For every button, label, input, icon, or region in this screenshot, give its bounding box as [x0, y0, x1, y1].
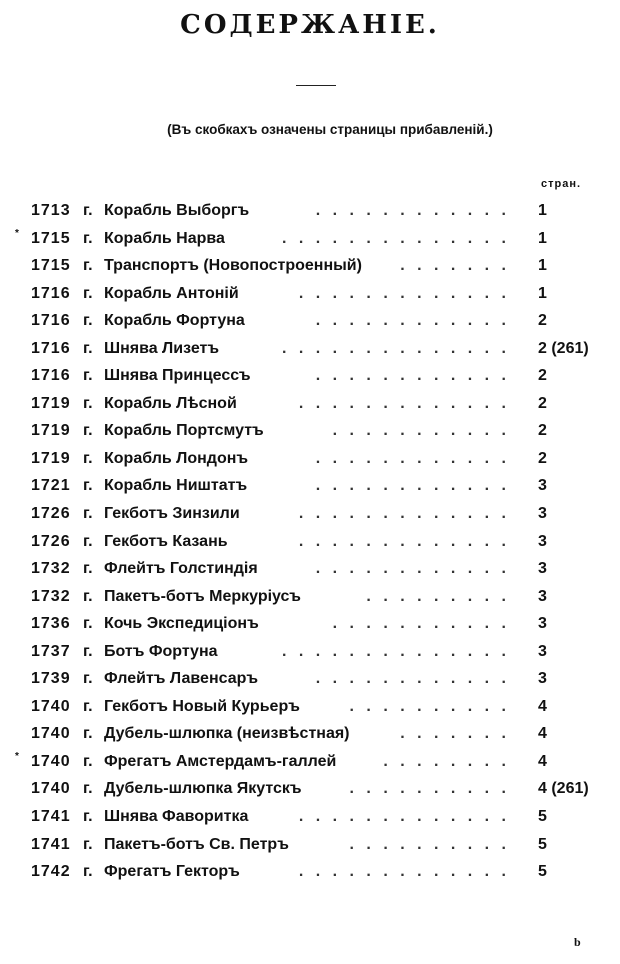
entry-leader-dots: . . . . . . . . . . . . — [315, 202, 510, 219]
toc-entry[interactable] — [0, 776, 620, 804]
entry-ship-name: Шнява Фаворитка — [104, 808, 249, 826]
toc-entry[interactable] — [0, 749, 620, 777]
toc-entry[interactable] — [0, 666, 620, 694]
toc-entry[interactable] — [0, 639, 620, 667]
entry-page-number: 4 (261) — [538, 780, 589, 798]
entry-ship-name: Корабль Нарва — [104, 229, 225, 247]
entry-leader-dots: . . . . . . . . . . . . . . — [281, 229, 510, 247]
entry-page-number: 1 — [538, 257, 547, 275]
entry-page-number: 4 — [538, 725, 547, 743]
entry-year: 1715 — [31, 257, 71, 275]
entry-ship-name: Дубель-шлюпка Якутскъ — [104, 780, 302, 798]
toc-entry[interactable] — [0, 308, 620, 336]
entry-year-suffix: г. — [83, 257, 93, 275]
entry-year-suffix: г. — [83, 339, 93, 357]
entry-year: 1737 — [31, 642, 71, 660]
entry-year-suffix: г. — [83, 284, 93, 302]
toc-entry[interactable] — [0, 281, 620, 309]
entry-page-number: 5 — [538, 835, 547, 853]
entry-ship-name: Пакетъ-ботъ Св. Петръ — [104, 835, 289, 853]
toc-entry[interactable] — [0, 363, 620, 391]
entry-year: 1716 — [31, 367, 71, 385]
entry-year: 1726 — [31, 505, 71, 523]
entry-year: 1736 — [31, 615, 71, 633]
entry-page-number: 1 — [538, 229, 547, 247]
entry-year-suffix: г. — [83, 835, 93, 853]
entry-ship-name: Фрегатъ Амстердамъ-галлей — [104, 752, 337, 770]
entry-leader-dots: . . . . . . . — [400, 725, 510, 743]
toc-entry[interactable] — [0, 584, 620, 612]
entry-ship-name: Корабль Портсмутъ — [104, 422, 264, 440]
entry-leader-dots: . . . . . . . . . . . — [332, 422, 510, 440]
entry-ship-name: Транспортъ (Новопостроенный) — [104, 257, 362, 275]
entry-ship-name: Корабль Выборгъ — [104, 202, 250, 219]
toc-entry[interactable] — [0, 226, 620, 254]
entry-year: 1719 — [31, 422, 71, 440]
entry-ship-name: Корабль Фортуна — [104, 312, 245, 330]
entry-year: 1741 — [31, 835, 71, 853]
toc-entry[interactable] — [0, 418, 620, 446]
entry-year: 1715 — [31, 229, 71, 247]
entry-page-number: 4 — [538, 752, 547, 770]
title-divider — [296, 85, 336, 86]
entry-year-suffix: г. — [83, 367, 93, 385]
entry-leader-dots: . . . . . . . . . . . . — [315, 449, 510, 467]
entry-year: 1740 — [31, 752, 71, 770]
entry-year-suffix: г. — [83, 422, 93, 440]
entry-leader-dots: . . . . . . . . . . . . — [315, 367, 510, 385]
entry-leader-dots: . . . . . . . . . . . . . . — [281, 642, 510, 660]
toc-entry[interactable] — [0, 529, 620, 557]
entry-year-suffix: г. — [83, 780, 93, 798]
entry-year-suffix: г. — [83, 670, 93, 688]
entry-year-suffix: г. — [83, 863, 93, 881]
entry-year: 1739 — [31, 670, 71, 688]
toc-entry[interactable] — [0, 391, 620, 419]
entry-ship-name: Флейтъ Лавенсаръ — [104, 670, 259, 688]
entry-year: 1719 — [31, 394, 71, 412]
entry-leader-dots: . . . . . . . . . . . . — [315, 312, 510, 330]
toc-entry[interactable] — [0, 804, 620, 832]
entry-ship-name: Гекботъ Казань — [104, 532, 228, 550]
entry-ship-name: Пакетъ-ботъ Меркуріусъ — [104, 587, 301, 605]
entry-ship-name: Гекботъ Зинзили — [104, 505, 240, 523]
toc-entry[interactable] — [0, 198, 620, 226]
page-title: СОДЕРЖАНІЕ. — [180, 10, 440, 40]
entry-year: 1740 — [31, 697, 71, 715]
entry-year-suffix: г. — [83, 560, 93, 578]
entry-page-number: 5 — [538, 863, 547, 881]
entry-year: 1716 — [31, 339, 71, 357]
entry-year-suffix: г. — [83, 229, 93, 247]
toc-entry[interactable] — [0, 611, 620, 639]
entry-year: 1713 — [31, 202, 71, 219]
entry-ship-name: Ботъ Фортуна — [104, 642, 218, 660]
entry-leader-dots: . . . . . . . . . . . . . . — [281, 339, 510, 357]
entry-leader-dots: . . . . . . . — [400, 257, 510, 275]
entry-year: 1732 — [31, 587, 71, 605]
toc-entry[interactable] — [0, 556, 620, 584]
entry-star-mark: * — [15, 227, 19, 239]
entry-ship-name: Корабль Лѣсной — [104, 394, 237, 412]
entry-leader-dots: . . . . . . . . — [383, 752, 510, 770]
entry-year: 1716 — [31, 312, 71, 330]
entry-ship-name: Корабль Антоній — [104, 284, 239, 302]
entry-ship-name: Шнява Лизетъ — [104, 339, 220, 357]
page-column-header: стран. — [541, 178, 582, 190]
entry-year-suffix: г. — [83, 202, 93, 219]
entry-page-number: 3 — [538, 615, 547, 633]
entry-ship-name: Шнява Принцессъ — [104, 367, 251, 385]
entry-page-number: 1 — [538, 202, 547, 219]
entry-ship-name: Фрегатъ Гекторъ — [104, 863, 240, 881]
entry-ship-name: Корабль Лондонъ — [104, 449, 249, 467]
entry-ship-name: Дубель-шлюпка (неизвѣстная) — [104, 725, 350, 743]
entry-year: 1742 — [31, 863, 71, 881]
entry-page-number: 3 — [538, 477, 547, 495]
entry-year-suffix: г. — [83, 725, 93, 743]
entry-page-number: 3 — [538, 642, 547, 660]
toc-entry[interactable] — [0, 501, 620, 529]
entry-leader-dots: . . . . . . . . . . . . . — [298, 532, 510, 550]
entry-page-number: 2 — [538, 367, 547, 385]
entry-leader-dots: . . . . . . . . . . . . — [315, 477, 510, 495]
entry-ship-name: Кочь Экспедиціонъ — [104, 615, 259, 633]
entry-leader-dots: . . . . . . . . . . . . . — [298, 505, 510, 523]
toc-entry[interactable] — [0, 253, 620, 281]
entry-year: 1716 — [31, 284, 71, 302]
entry-leader-dots: . . . . . . . . . . . . . — [298, 863, 510, 881]
entry-year-suffix: г. — [83, 532, 93, 550]
entry-star-mark: * — [15, 750, 19, 762]
toc-entry[interactable] — [0, 859, 620, 887]
entry-page-number: 5 — [538, 808, 547, 826]
entry-year-suffix: г. — [83, 394, 93, 412]
entry-page-number: 3 — [538, 532, 547, 550]
entry-leader-dots: . . . . . . . . . . — [349, 835, 510, 853]
entry-year: 1740 — [31, 780, 71, 798]
bracket-note: (Въ скобкахъ означены страницы прибавленій.) — [167, 122, 493, 137]
entry-year-suffix: г. — [83, 449, 93, 467]
toc-entry[interactable] — [0, 446, 620, 474]
entry-year-suffix: г. — [83, 587, 93, 605]
entry-leader-dots: . . . . . . . . . . . . . — [298, 394, 510, 412]
entry-page-number: 2 — [538, 394, 547, 412]
entry-year: 1741 — [31, 808, 71, 826]
toc-list — [0, 198, 620, 887]
entry-leader-dots: . . . . . . . . . . — [349, 697, 510, 715]
entry-page-number: 3 — [538, 587, 547, 605]
toc-entry[interactable] — [0, 832, 620, 860]
entry-year-suffix: г. — [83, 752, 93, 770]
toc-entry[interactable] — [0, 694, 620, 722]
entry-leader-dots: . . . . . . . . . . . . — [315, 670, 510, 688]
entry-page-number: 3 — [538, 505, 547, 523]
toc-entry[interactable] — [0, 473, 620, 501]
toc-entry[interactable] — [0, 721, 620, 749]
entry-leader-dots: . . . . . . . . . . . — [332, 615, 510, 633]
entry-year-suffix: г. — [83, 477, 93, 495]
toc-entry[interactable] — [0, 336, 620, 364]
entry-page-number: 2 — [538, 422, 547, 440]
entry-year-suffix: г. — [83, 697, 93, 715]
entry-leader-dots: . . . . . . . . . . . . . — [298, 284, 510, 302]
entry-year-suffix: г. — [83, 642, 93, 660]
entry-page-number: 4 — [538, 697, 547, 715]
entry-year: 1719 — [31, 449, 71, 467]
entry-year: 1732 — [31, 560, 71, 578]
entry-year-suffix: г. — [83, 505, 93, 523]
entry-year: 1721 — [31, 477, 71, 495]
entry-year: 1726 — [31, 532, 71, 550]
entry-page-number: 3 — [538, 560, 547, 578]
entry-ship-name: Гекботъ Новый Курьеръ — [104, 697, 300, 715]
entry-year-suffix: г. — [83, 312, 93, 330]
entry-year-suffix: г. — [83, 808, 93, 826]
entry-leader-dots: . . . . . . . . . . . . . — [298, 808, 510, 826]
entry-leader-dots: . . . . . . . . . — [366, 587, 510, 605]
entry-page-number: 1 — [538, 284, 547, 302]
entry-page-number: 2 — [538, 312, 547, 330]
signature-mark: b — [574, 935, 581, 949]
entry-page-number: 2 — [538, 449, 547, 467]
entry-ship-name: Флейтъ Голстиндія — [104, 560, 258, 578]
entry-ship-name: Корабль Ништатъ — [104, 477, 248, 495]
entry-page-number: 2 (261) — [538, 339, 589, 357]
entry-leader-dots: . . . . . . . . . . . . — [315, 560, 510, 578]
entry-leader-dots: . . . . . . . . . . — [349, 780, 510, 798]
entry-page-number: 3 — [538, 670, 547, 688]
entry-year-suffix: г. — [83, 615, 93, 633]
entry-year: 1740 — [31, 725, 71, 743]
